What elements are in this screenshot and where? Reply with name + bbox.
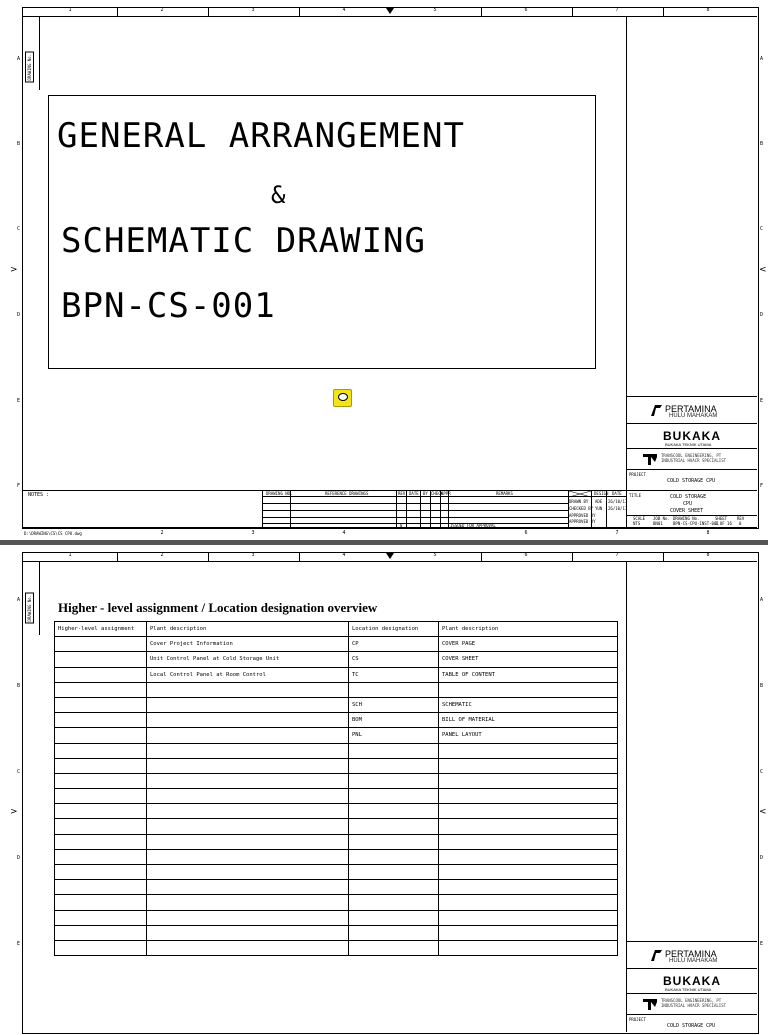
table-cell: [439, 925, 618, 940]
table-cell: COVER PAGE: [439, 637, 618, 652]
transcool-subtitle: INDUSTRIAL HVACR SPECIALIST: [661, 1003, 727, 1008]
project-block: [627, 1014, 757, 1035]
table-cell: [55, 910, 147, 925]
footer-value-drawing: BPN-CS-CPU-INST-001: [673, 521, 719, 526]
title-value-block: [627, 490, 757, 515]
rev-header: APPR: [441, 491, 451, 496]
table-cell: Cover Project Information: [147, 637, 349, 652]
table-row: [55, 713, 618, 728]
table-row: [55, 682, 618, 697]
center-mark-arrow: [386, 8, 394, 14]
table-cell: [349, 758, 439, 773]
title-line-general-arrangement: GENERAL ARRANGEMENT: [57, 116, 465, 156]
table-cell: [439, 834, 618, 849]
table-cell: [439, 804, 618, 819]
column-tick: [663, 7, 664, 16]
pertamina-logo-icon: [649, 403, 663, 417]
table-cell: [55, 819, 147, 834]
table-row: [55, 773, 618, 788]
table-row: [55, 910, 618, 925]
table-cell: [55, 728, 147, 743]
transcool-subtitle: INDUSTRIAL HVACR SPECIALIST: [661, 458, 727, 463]
row-letter: A: [17, 597, 21, 603]
table-cell: [55, 880, 147, 895]
table-cell: [147, 789, 349, 804]
row-letter: D: [760, 855, 764, 861]
overview-heading: Higher - level assignment / Location designation overview: [58, 600, 378, 615]
table-cell: [349, 940, 439, 955]
table-cell: [147, 865, 349, 880]
pertamina-wordmark: PERTAMINA: [665, 949, 717, 959]
column-number: 5: [433, 7, 437, 13]
center-mark-left-icon: >: [10, 265, 18, 275]
title-label: TITLE: [629, 493, 642, 498]
column-number: 3: [251, 530, 255, 536]
revision-col-line: [406, 490, 407, 527]
table-row: [55, 880, 618, 895]
rev-value: 0: [400, 523, 403, 528]
column-number: 2: [160, 530, 164, 536]
column-number: 5: [433, 552, 437, 558]
column-number: 8: [706, 552, 710, 558]
table-cell: [55, 940, 147, 955]
table-cell: [55, 637, 147, 652]
column-number: 7: [615, 7, 619, 13]
table-cell: [147, 925, 349, 940]
column-tick: [299, 7, 300, 16]
table-cell: [55, 743, 147, 758]
column-number: 8: [706, 7, 710, 13]
table-cell: [55, 652, 147, 667]
row-letter: E: [17, 398, 21, 404]
table-cell: [349, 804, 439, 819]
bukaka-wordmark: BUKAKA: [663, 429, 721, 443]
column-tick: [572, 7, 573, 16]
center-mark-right-icon: <: [759, 807, 767, 817]
footer-value-scale: NTS: [633, 521, 641, 526]
signoff-role: DRAWN BY: [569, 499, 589, 504]
table-row: [55, 834, 618, 849]
table-cell: [55, 865, 147, 880]
signoff-header: DATE: [612, 491, 622, 496]
table-row: [55, 743, 618, 758]
table-row: [55, 667, 618, 682]
table-cell: [439, 849, 618, 864]
revision-col-line: [420, 490, 421, 527]
row-letter: E: [760, 398, 764, 404]
revision-row-line: [262, 517, 568, 518]
row-letter: B: [760, 683, 764, 689]
table-row: [55, 925, 618, 940]
column-number: 4: [342, 7, 346, 13]
table-cell: [147, 940, 349, 955]
center-mark-left-icon: >: [10, 807, 18, 817]
footer-label-rev: REV: [737, 516, 745, 521]
row-letter: C: [17, 769, 21, 775]
row-letter: B: [760, 141, 764, 147]
table-cell: [147, 804, 349, 819]
row-letter: D: [17, 312, 21, 318]
column-tick: [481, 552, 482, 561]
signoff-date: 26/10/17: [608, 506, 628, 511]
title-value-line: COLD STORAGE: [670, 494, 707, 500]
title-value-line: COVER SHEET: [670, 508, 704, 514]
transcool-logo-block: [627, 993, 757, 1014]
revision-row-line: [262, 523, 568, 524]
transcool-name: TRANSCOOL ENGINEERING, PT: [661, 998, 722, 1003]
table-header-cell: Higher-level assignment: [55, 622, 147, 637]
table-cell: [147, 713, 349, 728]
project-label: PROJECT: [629, 472, 646, 477]
table-cell: [55, 834, 147, 849]
column-tick: [572, 552, 573, 561]
table-cell: [439, 773, 618, 788]
table-cell: SCHEMATIC: [439, 697, 618, 712]
signoff-role: CHECKED BY: [569, 506, 594, 511]
pertamina-subtitle: HULU MAHAKAM: [669, 958, 718, 964]
table-cell: [55, 789, 147, 804]
rev-remarks: ISSUED FOR APPROVAL: [450, 523, 496, 528]
table-cell: [349, 925, 439, 940]
table-cell: [439, 895, 618, 910]
column-number: 4: [342, 552, 346, 558]
table-cell: [439, 940, 618, 955]
table-cell: SCH: [349, 697, 439, 712]
table-cell: COVER SHEET: [439, 652, 618, 667]
table-row: [55, 865, 618, 880]
revision-col-line: [396, 490, 397, 527]
row-letter: B: [17, 683, 21, 689]
table-cell: [439, 789, 618, 804]
table-row: [55, 697, 618, 712]
bukaka-logo-block: [627, 968, 757, 993]
table-cell: [55, 697, 147, 712]
table-cell: [439, 682, 618, 697]
column-number: 3: [251, 7, 255, 13]
row-letter: F: [760, 483, 764, 489]
title-line-ampersand: &: [271, 181, 287, 209]
notes-label: NOTES :: [28, 492, 50, 498]
column-number: 6: [524, 552, 528, 558]
table-cell: [147, 895, 349, 910]
table-cell: [349, 910, 439, 925]
footer-label-sheet: SHEET: [715, 516, 728, 521]
transcool-logo-icon: [643, 998, 657, 1010]
table-cell: [439, 865, 618, 880]
rev-header: CHECK: [431, 491, 444, 496]
table-row: [55, 819, 618, 834]
table-row: [55, 789, 618, 804]
table-cell: [439, 758, 618, 773]
table-cell: [147, 834, 349, 849]
designation-table: [54, 621, 618, 956]
table-cell: [349, 849, 439, 864]
signoff-name: YUN: [595, 506, 603, 511]
table-cell: [55, 713, 147, 728]
column-tick: [117, 552, 118, 561]
table-cell: TC: [349, 667, 439, 682]
project-block: [627, 469, 757, 490]
table-cell: [349, 880, 439, 895]
pertamina-logo-block: [627, 941, 757, 968]
pertamina-logo-block: [627, 396, 757, 423]
title-line-drawing-number: BPN-CS-001: [61, 286, 276, 326]
row-letter: E: [17, 941, 21, 947]
table-cell: Unit Control Panel at Cold Storage Unit: [147, 652, 349, 667]
table-cell: [349, 743, 439, 758]
drawing-no-tab: DRAWING No.: [27, 54, 32, 81]
table-cell: [55, 682, 147, 697]
table-row: [55, 849, 618, 864]
column-tick: [208, 552, 209, 561]
pertamina-wordmark: PERTAMINA: [665, 404, 717, 414]
title-frame: [48, 95, 596, 369]
rev-header: DRAWING NO.: [266, 491, 293, 496]
table-cell: [55, 925, 147, 940]
footer-value-job: BN01: [653, 521, 663, 526]
table-row: [55, 758, 618, 773]
rev-header: BY: [423, 491, 428, 496]
column-number: 7: [615, 530, 619, 536]
table-cell: [147, 819, 349, 834]
table-cell: [147, 910, 349, 925]
revision-row-line: [262, 503, 568, 504]
row-letter: A: [760, 56, 764, 62]
notes-top-line: [22, 490, 626, 491]
table-row: [55, 804, 618, 819]
column-number: 4: [342, 530, 346, 536]
signoff-role: APPROVED BY: [569, 519, 596, 524]
table-cell: [147, 697, 349, 712]
row-letter: B: [17, 141, 21, 147]
column-number: 6: [524, 7, 528, 13]
rev-header: DATE: [409, 491, 419, 496]
table-cell: [349, 773, 439, 788]
rev-header: REFERENCE DRAWINGS: [325, 491, 369, 496]
row-letter: C: [760, 769, 764, 775]
table-cell: Local Control Panel at Room Control: [147, 667, 349, 682]
transcool-name: TRANSCOOL ENGINEERING, PT: [661, 453, 722, 458]
column-tick: [208, 7, 209, 16]
table-cell: [147, 880, 349, 895]
table-cell: [55, 667, 147, 682]
column-number: 3: [251, 552, 255, 558]
footer-label-drawing: DRAWING No.: [673, 516, 700, 521]
column-number: 8: [706, 530, 710, 536]
table-cell: [439, 880, 618, 895]
transcool-logo-block: [627, 448, 757, 469]
row-letter: A: [17, 56, 21, 62]
bukaka-subtitle: BUKAKA TEKNIK UTAMA: [665, 442, 712, 447]
footer-label-scale: SCALE: [633, 516, 646, 521]
table-header-cell: Plant description: [439, 622, 618, 637]
rev-header: REV: [398, 491, 406, 496]
table-cell: [147, 773, 349, 788]
table-cell: [349, 682, 439, 697]
row-letter: C: [760, 226, 764, 232]
title-value-line: CPU: [683, 501, 693, 507]
sheet-inner-border: [22, 561, 757, 562]
table-header-cell: Plant description: [147, 622, 349, 637]
project-value: COLD STORAGE CPU: [667, 478, 716, 484]
sheet-inner-border: [22, 16, 757, 17]
table-cell: BILL OF MATERIAL: [439, 713, 618, 728]
table-cell: [147, 743, 349, 758]
title-line-schematic-drawing: SCHEMATIC DRAWING: [61, 221, 426, 261]
table-cell: PANEL LAYOUT: [439, 728, 618, 743]
table-row: [55, 728, 618, 743]
table-cell: [55, 849, 147, 864]
file-path: D:\DRAWING\CS\CS CPU.dwg: [24, 531, 82, 536]
column-number: 6: [524, 530, 528, 536]
table-cell: [439, 743, 618, 758]
footer-value-sheet: 1 OF 16: [715, 521, 732, 526]
footer-label-job: JOB No.: [653, 516, 670, 521]
drawing-sheet-overview: [0, 545, 768, 1029]
row-letter: E: [760, 941, 764, 947]
table-cell: [349, 895, 439, 910]
comment-annotation-icon[interactable]: [333, 389, 352, 407]
table-cell: [349, 819, 439, 834]
pertamina-subtitle: HULU MAHAKAM: [669, 413, 718, 419]
column-tick: [117, 7, 118, 16]
column-tick: [663, 552, 664, 561]
table-cell: [349, 865, 439, 880]
revision-row-line: [262, 510, 568, 511]
table-cell: [147, 849, 349, 864]
project-label: PROJECT: [629, 1017, 646, 1022]
center-mark-arrow: [386, 553, 394, 559]
table-row: [55, 652, 618, 667]
bukaka-logo-block: [627, 423, 757, 448]
table-cell: [439, 819, 618, 834]
signoff-name: ADE: [595, 499, 603, 504]
center-mark-right-icon: <: [759, 265, 767, 275]
project-value: COLD STORAGE CPU: [667, 1023, 716, 1029]
signoff-header: DESIGN: [594, 491, 609, 496]
table-cell: [147, 758, 349, 773]
signoff-cross-icon: [569, 491, 591, 497]
column-number: 7: [615, 552, 619, 558]
rev-header: REMARKS: [496, 491, 513, 496]
row-letter: C: [17, 226, 21, 232]
table-cell: [147, 682, 349, 697]
bukaka-subtitle: BUKAKA TEKNIK UTAMA: [665, 987, 712, 992]
table-cell: PNL: [349, 728, 439, 743]
row-letter: F: [17, 483, 21, 489]
row-letter: D: [760, 312, 764, 318]
table-cell: [55, 804, 147, 819]
column-number: 1: [68, 552, 72, 558]
table-cell: [439, 910, 618, 925]
sheet-footer-block: [627, 515, 757, 528]
bukaka-wordmark: BUKAKA: [663, 974, 721, 988]
row-letter: A: [760, 597, 764, 603]
drawing-no-tab-line: [39, 562, 40, 635]
row-letter: D: [17, 855, 21, 861]
table-header-row: [55, 622, 618, 637]
signoff-role: APPROVED BY: [569, 513, 596, 518]
drawing-no-tab: DRAWING No.: [27, 595, 32, 622]
signoff-date: 26/10/17: [608, 499, 628, 504]
pertamina-logo-icon: [649, 948, 663, 962]
column-number: 2: [160, 552, 164, 558]
table-cell: [349, 834, 439, 849]
table-cell: [147, 728, 349, 743]
table-cell: [55, 895, 147, 910]
table-cell: CP: [349, 637, 439, 652]
column-number: 1: [68, 7, 72, 13]
footer-value-rev: 0: [739, 521, 742, 526]
column-tick: [299, 552, 300, 561]
table-cell: [349, 789, 439, 804]
table-row: [55, 940, 618, 955]
table-cell: BOM: [349, 713, 439, 728]
table-cell: TABLE OF CONTENT: [439, 667, 618, 682]
table-row: [55, 895, 618, 910]
column-tick: [481, 7, 482, 16]
drawing-no-tab-line: [39, 17, 40, 90]
table-cell: [55, 773, 147, 788]
table-cell: [55, 758, 147, 773]
transcool-logo-icon: [643, 453, 657, 465]
column-number: 2: [160, 7, 164, 13]
table-row: [55, 637, 618, 652]
table-header-cell: Location designation: [349, 622, 439, 637]
table-cell: CS: [349, 652, 439, 667]
